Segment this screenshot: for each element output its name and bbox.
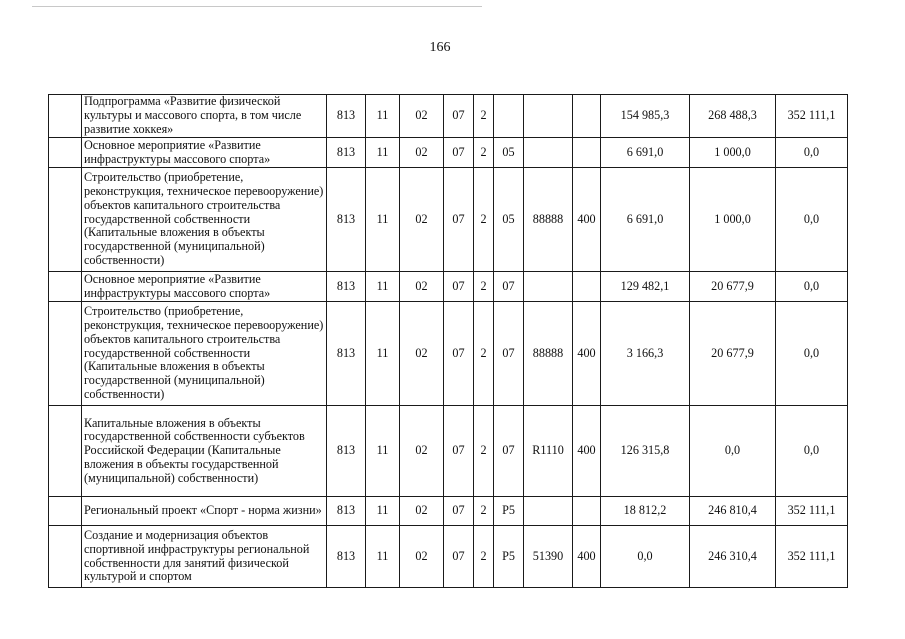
item-name-cell: Создание и модернизация объектов спортивной инфраструктуры региональной собственности для занятий физической культурой и спортом	[82, 526, 327, 588]
measure-code-cell	[494, 95, 524, 138]
grbs-cell: 813	[327, 497, 366, 526]
item-name-cell: Капитальные вложения в объекты государственной собственности субъектов Российской Федерации (Капитальные вложения в объекты государственной (муниципальной) собственности)	[82, 406, 327, 497]
section-cell: 11	[366, 168, 400, 272]
program-code-cell: 07	[444, 302, 474, 406]
amount-year2-cell: 1 000,0	[690, 138, 776, 168]
amount-year1-cell: 3 166,3	[601, 302, 690, 406]
measure-code-cell: 07	[494, 406, 524, 497]
indent-cell	[49, 497, 82, 526]
grbs-cell: 813	[327, 302, 366, 406]
measure-code-cell: P5	[494, 526, 524, 588]
item-name-cell: Основное мероприятие «Развитие инфраструктуры массового спорта»	[82, 138, 327, 168]
direction-code-cell	[524, 138, 573, 168]
subprogram-code-cell: 2	[474, 138, 494, 168]
expense-type-cell: 400	[573, 168, 601, 272]
indent-cell	[49, 406, 82, 497]
grbs-cell: 813	[327, 138, 366, 168]
measure-code-cell: P5	[494, 497, 524, 526]
expense-type-cell	[573, 497, 601, 526]
indent-cell	[49, 272, 82, 302]
program-code-cell: 07	[444, 526, 474, 588]
amount-year2-cell: 0,0	[690, 406, 776, 497]
subsection-cell: 02	[400, 138, 444, 168]
subsection-cell: 02	[400, 497, 444, 526]
direction-code-cell: 51390	[524, 526, 573, 588]
expense-type-cell: 400	[573, 406, 601, 497]
section-cell: 11	[366, 138, 400, 168]
direction-code-cell	[524, 95, 573, 138]
amount-year3-cell: 352 111,1	[776, 95, 848, 138]
subsection-cell: 02	[400, 406, 444, 497]
expense-type-cell: 400	[573, 526, 601, 588]
expense-type-cell	[573, 272, 601, 302]
table-row	[49, 138, 848, 168]
subsection-cell: 02	[400, 168, 444, 272]
section-cell: 11	[366, 497, 400, 526]
subprogram-code-cell: 2	[474, 497, 494, 526]
amount-year1-cell: 126 315,8	[601, 406, 690, 497]
section-cell: 11	[366, 95, 400, 138]
item-name-cell: Подпрограмма «Развитие физической культуры и массового спорта, в том числе развитие хоккея»	[82, 95, 327, 138]
amount-year1-cell: 0,0	[601, 526, 690, 588]
amount-year1-cell: 6 691,0	[601, 138, 690, 168]
table-row	[49, 95, 848, 138]
table-row	[49, 406, 848, 497]
direction-code-cell: R1110	[524, 406, 573, 497]
amount-year3-cell: 352 111,1	[776, 526, 848, 588]
amount-year2-cell: 20 677,9	[690, 302, 776, 406]
amount-year3-cell: 0,0	[776, 272, 848, 302]
subprogram-code-cell: 2	[474, 272, 494, 302]
subprogram-code-cell: 2	[474, 168, 494, 272]
page-number: 166	[429, 40, 451, 55]
subsection-cell: 02	[400, 302, 444, 406]
item-name-cell: Основное мероприятие «Развитие инфраструктуры массового спорта»	[82, 272, 327, 302]
indent-cell	[49, 526, 82, 588]
indent-cell	[49, 302, 82, 406]
amount-year1-cell: 129 482,1	[601, 272, 690, 302]
program-code-cell: 07	[444, 168, 474, 272]
subsection-cell: 02	[400, 272, 444, 302]
subsection-cell: 02	[400, 95, 444, 138]
table-row	[49, 272, 848, 302]
direction-code-cell: 88888	[524, 168, 573, 272]
program-code-cell: 07	[444, 138, 474, 168]
item-name-cell: Строительство (приобретение, реконструкция, техническое перевооружение) объектов капитального строительства государственной собственности (Капитальные вложения в объекты государственной (муниципальной) собственности)	[82, 302, 327, 406]
item-name-cell: Региональный проект «Спорт - норма жизни»	[82, 497, 327, 526]
amount-year2-cell: 20 677,9	[690, 272, 776, 302]
amount-year2-cell: 1 000,0	[690, 168, 776, 272]
section-cell: 11	[366, 272, 400, 302]
amount-year3-cell: 0,0	[776, 302, 848, 406]
subsection-cell: 02	[400, 526, 444, 588]
amount-year3-cell: 0,0	[776, 406, 848, 497]
indent-cell	[49, 138, 82, 168]
amount-year2-cell: 246 810,4	[690, 497, 776, 526]
program-code-cell: 07	[444, 272, 474, 302]
program-code-cell: 07	[444, 95, 474, 138]
section-cell: 11	[366, 526, 400, 588]
amount-year1-cell: 6 691,0	[601, 168, 690, 272]
measure-code-cell: 05	[494, 138, 524, 168]
grbs-cell: 813	[327, 95, 366, 138]
amount-year2-cell: 268 488,3	[690, 95, 776, 138]
table-row	[49, 302, 848, 406]
amount-year1-cell: 18 812,2	[601, 497, 690, 526]
grbs-cell: 813	[327, 272, 366, 302]
table-row	[49, 497, 848, 526]
measure-code-cell: 05	[494, 168, 524, 272]
direction-code-cell: 88888	[524, 302, 573, 406]
amount-year3-cell: 0,0	[776, 138, 848, 168]
top-rule	[32, 6, 482, 7]
measure-code-cell: 07	[494, 272, 524, 302]
measure-code-cell: 07	[494, 302, 524, 406]
program-code-cell: 07	[444, 406, 474, 497]
expense-type-cell	[573, 138, 601, 168]
subprogram-code-cell: 2	[474, 95, 494, 138]
expense-type-cell: 400	[573, 302, 601, 406]
expense-type-cell	[573, 95, 601, 138]
grbs-cell: 813	[327, 168, 366, 272]
amount-year3-cell: 0,0	[776, 168, 848, 272]
amount-year3-cell: 352 111,1	[776, 497, 848, 526]
program-code-cell: 07	[444, 497, 474, 526]
amount-year1-cell: 154 985,3	[601, 95, 690, 138]
item-name-cell: Строительство (приобретение, реконструкция, техническое перевооружение) объектов капитального строительства государственной собственности (Капитальные вложения в объекты государственной (муниципальной) собственности)	[82, 168, 327, 272]
table-row	[49, 526, 848, 588]
subprogram-code-cell: 2	[474, 406, 494, 497]
indent-cell	[49, 95, 82, 138]
direction-code-cell	[524, 497, 573, 526]
direction-code-cell	[524, 272, 573, 302]
grbs-cell: 813	[327, 406, 366, 497]
grbs-cell: 813	[327, 526, 366, 588]
indent-cell	[49, 168, 82, 272]
budget-table	[48, 94, 848, 588]
section-cell: 11	[366, 302, 400, 406]
subprogram-code-cell: 2	[474, 302, 494, 406]
table-row	[49, 168, 848, 272]
amount-year2-cell: 246 310,4	[690, 526, 776, 588]
section-cell: 11	[366, 406, 400, 497]
subprogram-code-cell: 2	[474, 526, 494, 588]
